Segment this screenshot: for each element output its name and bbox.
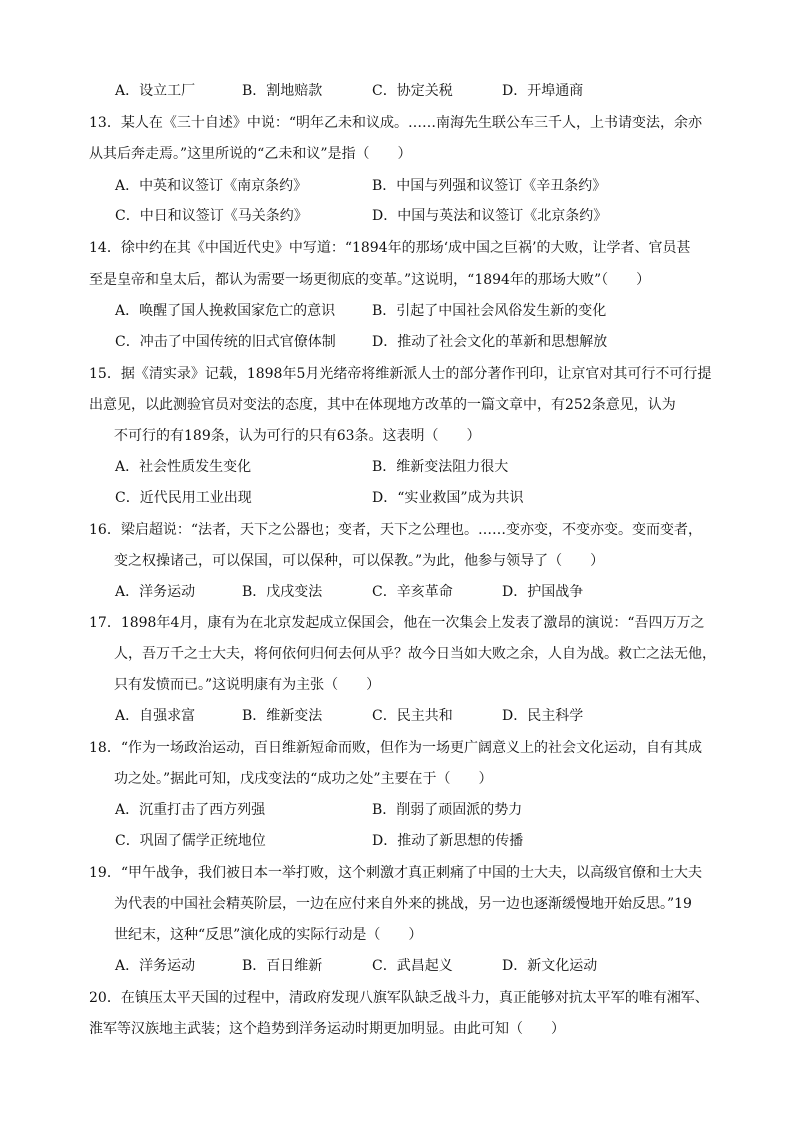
q16-option-b: B．戊戌变法: [242, 584, 323, 600]
q19-option-c: C．武昌起义: [372, 958, 453, 974]
q18-option-d: D．推动了新思想的传播: [372, 833, 524, 849]
q17-stem-line-2: 人，吾万千之士大夫，将何依何归何去何从乎？故今日当如大败之余，人自为战。救亡之法无他，: [114, 646, 716, 662]
q17-option-c: C．民主共和: [372, 708, 453, 724]
q17-stem-line-3: 只有发愤而已。”这说明康有为主张（ ）: [114, 677, 381, 693]
q16-option-d: D．护国战争: [502, 584, 584, 600]
q15-option-d: D．“实业救国”成为共识: [372, 490, 524, 506]
q14-option-b: B．引起了中国社会风俗发生新的变化: [372, 303, 607, 319]
q19-option-b: B．百日维新: [242, 958, 323, 974]
q13-option-c: C．中日和议签订《马关条约》: [115, 208, 308, 224]
q15-stem-line-2: 出意见，以此测验官员对变法的态度，其中在体现地方改革的一篇文章中，有252条意见，认为: [89, 397, 676, 413]
q17-option-d: D．民主科学: [502, 708, 584, 724]
q16-option-a: A．洋务运动: [115, 584, 196, 600]
q19-option-d: D．新文化运动: [502, 958, 598, 974]
q19-stem-line-2: 为代表的中国社会精英阶层，一边在应付来自外来的挑战，另一边也逐渐缓慢地开始反思。”19: [114, 896, 692, 912]
q20-stem-line-1: 20．在镇压太平天国的过程中，清政府发现八旗军队缺乏战斗力，真正能够对抗太平军的唯有湘军、: [89, 990, 709, 1006]
q18-stem-line-1: 18．“作为一场政治运动，百日维新短命而败，但作为一场更广阔意义上的社会文化运动，自有其成: [89, 740, 702, 756]
q15-option-c: C．近代民用工业出现: [115, 490, 252, 506]
q13-option-d: D．中国与英法和议签订《北京条约》: [372, 208, 608, 224]
q15-stem-line-1: 15．据《清实录》记载，1898年5月光绪帝将维新派人士的部分著作刊印，让京官对其可行不可行提: [89, 366, 712, 382]
q12-option-a: A．设立工厂: [115, 83, 196, 99]
q14-stem-line-2: 至是皇帝和皇太后，都认为需要一场更彻底的变革。”这说明，“1894年的那场大败”（ ）: [89, 272, 651, 288]
q18-option-c: C．巩固了儒学正统地位: [115, 833, 266, 849]
q13-stem-line-1: 13．某人在《三十自述》中说：“明年乙未和议成。……南海先生联公车三千人，上书请变法，余亦: [89, 115, 702, 131]
q19-stem-line-1: 19．“甲午战争，我们被日本一举打败，这个刺激才真正刺痛了中国的士大夫，以高级官僚和士大夫: [89, 865, 702, 881]
q13-option-a: A．中英和议签订《南京条约》: [115, 178, 308, 194]
q18-stem-line-2: 功之处。”据此可知，戊戌变法的“成功之处”主要在于（ ）: [114, 771, 493, 787]
q17-option-b: B．维新变法: [242, 708, 323, 724]
q14-option-a: A．唤醒了国人挽救国家危亡的意识: [115, 303, 336, 319]
q15-stem-line-3: 不可行的有189条，认为可行的只有63条。这表明（ ）: [114, 428, 481, 444]
q16-stem-line-2: 变之权操诸己，可以保国，可以保种，可以保教。”为此，他参与领导了（ ）: [114, 553, 605, 569]
q14-stem-line-1: 14．徐中约在其《中国近代史》中写道：“1894年的那场‘成中国之巨祸’的大败，让学者、官员甚: [89, 240, 691, 256]
q18-option-a: A．沉重打击了西方列强: [115, 802, 266, 818]
q19-option-a: A．洋务运动: [115, 958, 196, 974]
q20-stem-line-2: 淮军等汉族地主武装；这个趋势到洋务运动时期更加明显。由此可知（ ）: [89, 1021, 565, 1037]
q16-stem-line-1: 16．梁启超说：“法者，天下之公器也；变者，天下之公理也。……变亦变，不变亦变。变而变者，: [89, 522, 702, 538]
q18-option-b: B．削弱了顽固派的势力: [372, 802, 523, 818]
q17-option-a: A．自强求富: [115, 708, 196, 724]
q12-option-d: D．开埠通商: [502, 83, 584, 99]
q14-option-c: C．冲击了中国传统的旧式官僚体制: [115, 334, 336, 350]
q15-option-a: A．社会性质发生变化: [115, 459, 252, 475]
q16-option-c: C．辛亥革命: [372, 584, 453, 600]
q19-stem-line-3: 世纪末，这种“反思”演化成的实际行动是（ ）: [114, 927, 423, 943]
q13-option-b: B．中国与列强和议签订《辛丑条约》: [372, 178, 607, 194]
q15-option-b: B．维新变法阻力很大: [372, 459, 509, 475]
q14-option-d: D．推动了社会文化的革新和思想解放: [372, 334, 608, 350]
q13-stem-line-2: 从其后奔走焉。”这里所说的“乙未和议”是指（ ）: [89, 146, 412, 162]
q12-option-c: C．协定关税: [372, 83, 453, 99]
q17-stem-line-1: 17．1898年4月，康有为在北京发起成立保国会，他在一次集会上发表了激昂的演说：“吾四万万之: [89, 615, 705, 631]
q12-option-b: B．割地赔款: [242, 83, 323, 99]
